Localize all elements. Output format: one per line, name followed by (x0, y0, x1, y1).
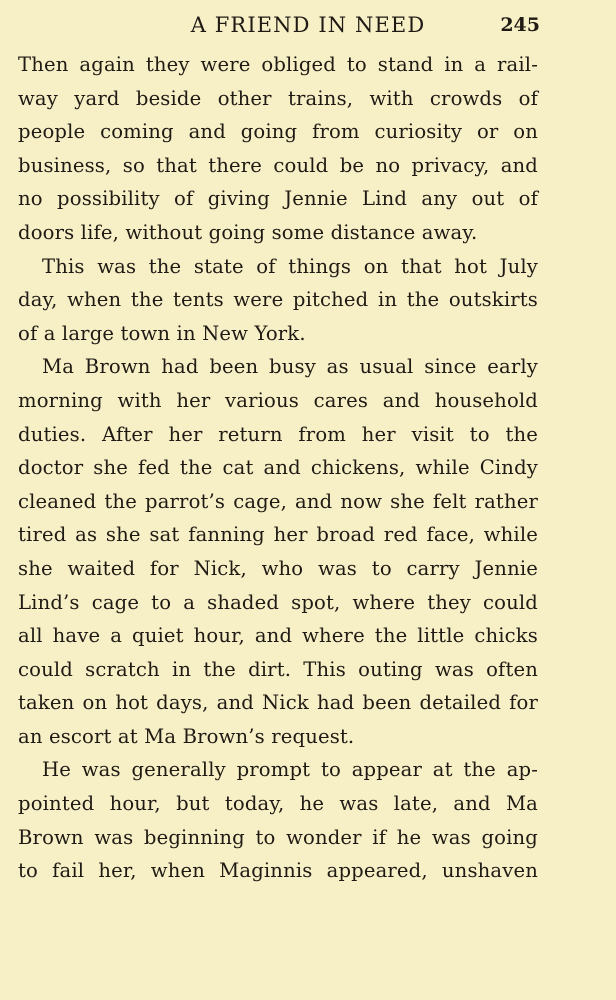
text-line: Ma Brown had been busy as usual since early (42, 355, 538, 379)
text-line: He was generally prompt to appear at the ap- (42, 758, 538, 782)
text-line: business, so that there could be no privacy, and (18, 153, 538, 177)
text-line: cleaned the parrot’s cage, and now she felt rather (18, 489, 538, 513)
body-text (18, 48, 538, 888)
text-line: Then again they were obliged to stand in a rail- (18, 53, 538, 76)
text-line: no possibility of giving Jennie Lind any out of (18, 187, 538, 211)
text-line: people coming and going from curiosity or on (18, 120, 538, 144)
text-line: to fail her, when Maginnis appeared, unshaven (18, 859, 538, 883)
text-line: an escort at Ma Brown’s request. (18, 724, 355, 748)
paragraph (18, 48, 538, 250)
text-line: Lind’s cage to a shaded spot, where they could (18, 590, 538, 614)
text-line: Brown was beginning to wonder if he was going (18, 825, 538, 849)
running-head-title: A FRIEND IN NEED (190, 13, 426, 37)
text-line: pointed hour, but today, he was late, and Ma (18, 792, 538, 816)
text-line: morning with her various cares and household (18, 388, 538, 412)
text-line: all have a quiet hour, and where the little chicks (18, 624, 538, 648)
text-line: day, when the tents were pitched in the outskirts (18, 288, 538, 312)
paragraph (18, 250, 538, 351)
text-line: taken on hot days, and Nick had been detailed for (18, 691, 538, 715)
paragraph (18, 753, 538, 887)
page-number: 245 (500, 14, 540, 36)
text-line: she waited for Nick, who was to carry Jennie (18, 556, 538, 580)
text-line: of a large town in New York. (18, 321, 306, 345)
text-line: doctor she fed the cat and chickens, while Cindy (18, 456, 538, 480)
paragraph (18, 350, 538, 753)
running-head (0, 8, 616, 42)
text-line: duties. After her return from her visit to the (18, 422, 538, 446)
text-line: could scratch in the dirt. This outing was often (18, 657, 538, 681)
text-line: tired as she sat fanning her broad red face, while (18, 523, 538, 547)
text-line: doors life, without going some distance away. (18, 220, 478, 244)
text-line: This was the state of things on that hot July (42, 254, 538, 278)
text-line: way yard beside other trains, with crowds of (18, 86, 538, 110)
